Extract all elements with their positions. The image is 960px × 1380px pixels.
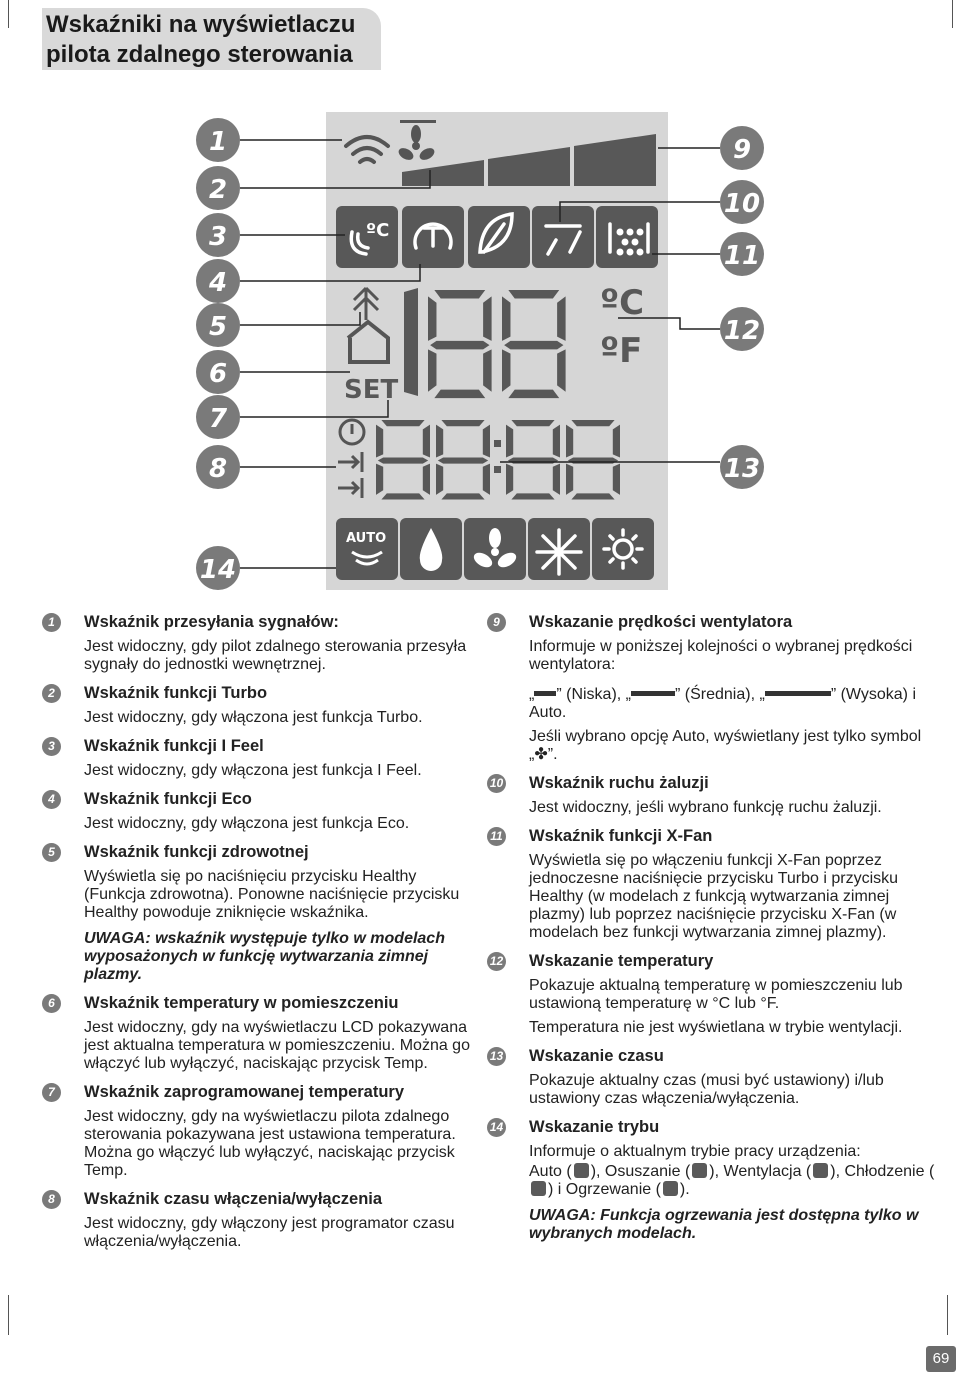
page-title xyxy=(46,8,381,70)
item-text: Jest widoczny, gdy włączony jest programator czasu włączenia/wyłączenia. xyxy=(84,1215,455,1250)
item-text: Jest widoczny, gdy na wyświetlaczu LCD pokazywana jest aktualna temperatura w pomieszczeniu. Można go włączyć lub wyłączyć, naciskając przycisk Temp. xyxy=(84,1019,470,1072)
left-column xyxy=(42,612,482,1260)
item-number-badge: 2 xyxy=(42,684,61,703)
crop-mark-bottom-right xyxy=(925,1295,948,1335)
item-number-badge: 1 xyxy=(42,613,61,632)
item-number-badge: 10 xyxy=(487,774,506,793)
item-number-badge: 3 xyxy=(42,737,61,756)
callout-4: 4 xyxy=(208,268,228,298)
item-title: Wskazanie czasu xyxy=(529,1047,664,1065)
fan-mid-icon xyxy=(631,691,675,696)
item-text: Wyświetla się po włączeniu funkcji X-Fan poprzez jednoczesne naciśnięcie przycisku Turbo i przycisku Healthy (w modelach z funkcją wytwarzania zimnej plazmy) lub poprzez naciśnięcie przycisku X-Fan (w modelach bez funkcji wytwarzania zimnej plazmy). xyxy=(529,852,899,941)
item-text: Jeśli wybrano opcję Auto, wyświetlany jest tylko symbol „✤”. xyxy=(529,728,922,763)
item-6 xyxy=(42,993,482,1073)
mode-auto-icon xyxy=(336,518,398,580)
callout-7: 7 xyxy=(208,404,228,434)
item-title: Wskaźnik funkcji Eco xyxy=(84,790,252,808)
item-text: Pokazuje aktualną temperaturę w pomieszczeniu lub ustawioną temperaturę w °C lub °F. xyxy=(529,977,903,1012)
item-2 xyxy=(42,683,482,727)
item-title: Wskaźnik funkcji zdrowotnej xyxy=(84,843,309,861)
item-8 xyxy=(42,1189,482,1251)
item-1 xyxy=(42,612,482,674)
item-title: Wskaźnik czasu włączenia/wyłączenia xyxy=(84,1190,383,1208)
right-column xyxy=(487,612,942,1252)
callout-13: 13 xyxy=(723,454,761,484)
auto-label: AUTO xyxy=(346,531,387,546)
crop-mark-top-right xyxy=(930,0,953,28)
callout-3: 3 xyxy=(208,222,228,252)
item-text: Jest widoczny, gdy na wyświetlaczu pilota zdalnego sterowania pokazywana jest ustawiona temperatura. Można go włączyć lub wyłączyć, naciskając przycisk Temp. xyxy=(84,1108,456,1179)
callout-2: 2 xyxy=(208,175,228,205)
page-number: 69 xyxy=(926,1346,956,1372)
callout-8: 8 xyxy=(208,454,228,484)
item-number-badge: 14 xyxy=(487,1118,506,1137)
fan-speed-order: „ ” (Niska), „ ” (Średnia), „ ” (Wysoka) i Auto. xyxy=(529,686,917,721)
crop-mark-top-left xyxy=(8,0,31,28)
item-note: UWAGA: wskaźnik występuje tylko w modelach wyposażonych w funkcję wytwarzania zimnej plazmy. xyxy=(84,930,445,983)
swing-icon xyxy=(532,206,594,268)
mode-cool-mini-icon xyxy=(531,1181,546,1196)
fan-high-icon xyxy=(765,691,831,696)
mode-heat-icon xyxy=(592,518,654,580)
crop-mark-bottom-left xyxy=(8,1295,31,1335)
mode-list: Auto ( ), Osuszanie ( ), Wentylacja ( ), Chłodzenie () i Ogrzewanie ( ). xyxy=(529,1163,935,1198)
callout-9: 9 xyxy=(732,135,752,165)
item-text: Informuje w poniższej kolejności o wybranej prędkości wentylatora: xyxy=(529,638,913,673)
item-number-badge: 4 xyxy=(42,790,61,809)
item-text: Wyświetla się po naciśnięciu przycisku Healthy (Funkcja zdrowotna). Ponowne naciśnięcie przycisku Healthy powoduje zniknięcie wskaźnika. xyxy=(84,868,460,921)
callout-11: 11 xyxy=(723,241,761,271)
item-title: Wskazanie trybu xyxy=(529,1118,660,1136)
item-11 xyxy=(487,826,942,942)
item-9 xyxy=(487,612,942,764)
item-number-badge: 13 xyxy=(487,1047,506,1066)
item-text: Pokazuje aktualny czas (musi być ustawiony) i/lub ustawiony czas włączenia/wyłączenia. xyxy=(529,1072,884,1107)
item-title: Wskaźnik ruchu żaluzji xyxy=(529,774,709,792)
eco-icon xyxy=(468,206,530,268)
title-line-1: Wskaźniki na wyświetlaczu xyxy=(46,11,356,38)
item-title: Wskaźnik zaprogramowanej temperatury xyxy=(84,1083,405,1101)
item-number-badge: 5 xyxy=(42,843,61,862)
item-13 xyxy=(487,1046,942,1108)
callout-1: 1 xyxy=(208,127,228,157)
item-number-badge: 12 xyxy=(487,952,506,971)
unit-fahrenheit: ºF xyxy=(600,331,643,371)
item-text: Jest widoczny, gdy pilot zdalnego sterowania przesyła sygnały do jednostki wewnętrznej. xyxy=(84,638,467,673)
item-title: Wskaźnik temperatury w pomieszczeniu xyxy=(84,994,399,1012)
callout-14: 14 xyxy=(199,555,237,585)
item-14 xyxy=(487,1117,942,1243)
set-label: SET xyxy=(344,375,399,405)
item-text: Informuje o aktualnym trybie pracy urządzenia: xyxy=(529,1143,861,1160)
item-number-badge: 8 xyxy=(42,1190,61,1209)
lcd-display-diagram xyxy=(0,100,960,600)
item-title: Wskazanie temperatury xyxy=(529,952,714,970)
item-12 xyxy=(487,951,942,1037)
fan-low-icon xyxy=(534,691,556,696)
svg-text:ºC: ºC xyxy=(366,220,390,241)
item-text: Jest widoczny, gdy włączona jest funkcja Eco. xyxy=(84,815,410,832)
callout-10: 10 xyxy=(723,189,761,219)
callout-5: 5 xyxy=(208,312,228,342)
item-5 xyxy=(42,842,482,984)
mode-heat-mini-icon xyxy=(663,1181,678,1196)
page-title-box xyxy=(42,8,381,70)
mode-dry-mini-icon xyxy=(692,1163,707,1178)
item-text: Temperatura nie jest wyświetlana w trybie wentylacji. xyxy=(529,1019,903,1036)
item-text: Jest widoczny, gdy włączona jest funkcja Turbo. xyxy=(84,709,423,726)
item-3 xyxy=(42,736,482,780)
mode-auto-mini-icon xyxy=(574,1163,589,1178)
item-title: Wskaźnik funkcji I Feel xyxy=(84,737,264,755)
item-title: Wskaźnik funkcji Turbo xyxy=(84,684,268,702)
mode-fan-mini-icon xyxy=(813,1163,828,1178)
fan-icon: ✤ xyxy=(534,746,548,763)
item-note: UWAGA: Funkcja ogrzewania jest dostępna tylko w wybranych modelach. xyxy=(529,1207,919,1242)
item-title: Wskaźnik funkcji X-Fan xyxy=(529,827,713,845)
item-4 xyxy=(42,789,482,833)
item-number-badge: 11 xyxy=(487,827,506,846)
title-line-2: pilota zdalnego sterowania xyxy=(46,41,353,68)
item-title: Wskazanie prędkości wentylatora xyxy=(529,613,793,631)
callout-6: 6 xyxy=(208,359,228,389)
item-title: Wskaźnik przesyłania sygnałów: xyxy=(84,613,339,631)
unit-celsius: ºC xyxy=(600,283,645,323)
item-text: Jest widoczny, jeśli wybrano funkcję ruchu żaluzji. xyxy=(529,799,882,816)
item-10 xyxy=(487,773,942,817)
item-text: Jest widoczny, gdy włączona jest funkcja I Feel. xyxy=(84,762,422,779)
item-7 xyxy=(42,1082,482,1180)
item-number-badge: 6 xyxy=(42,994,61,1013)
callout-12: 12 xyxy=(723,316,761,346)
item-number-badge: 7 xyxy=(42,1083,61,1102)
item-number-badge: 9 xyxy=(487,613,506,632)
